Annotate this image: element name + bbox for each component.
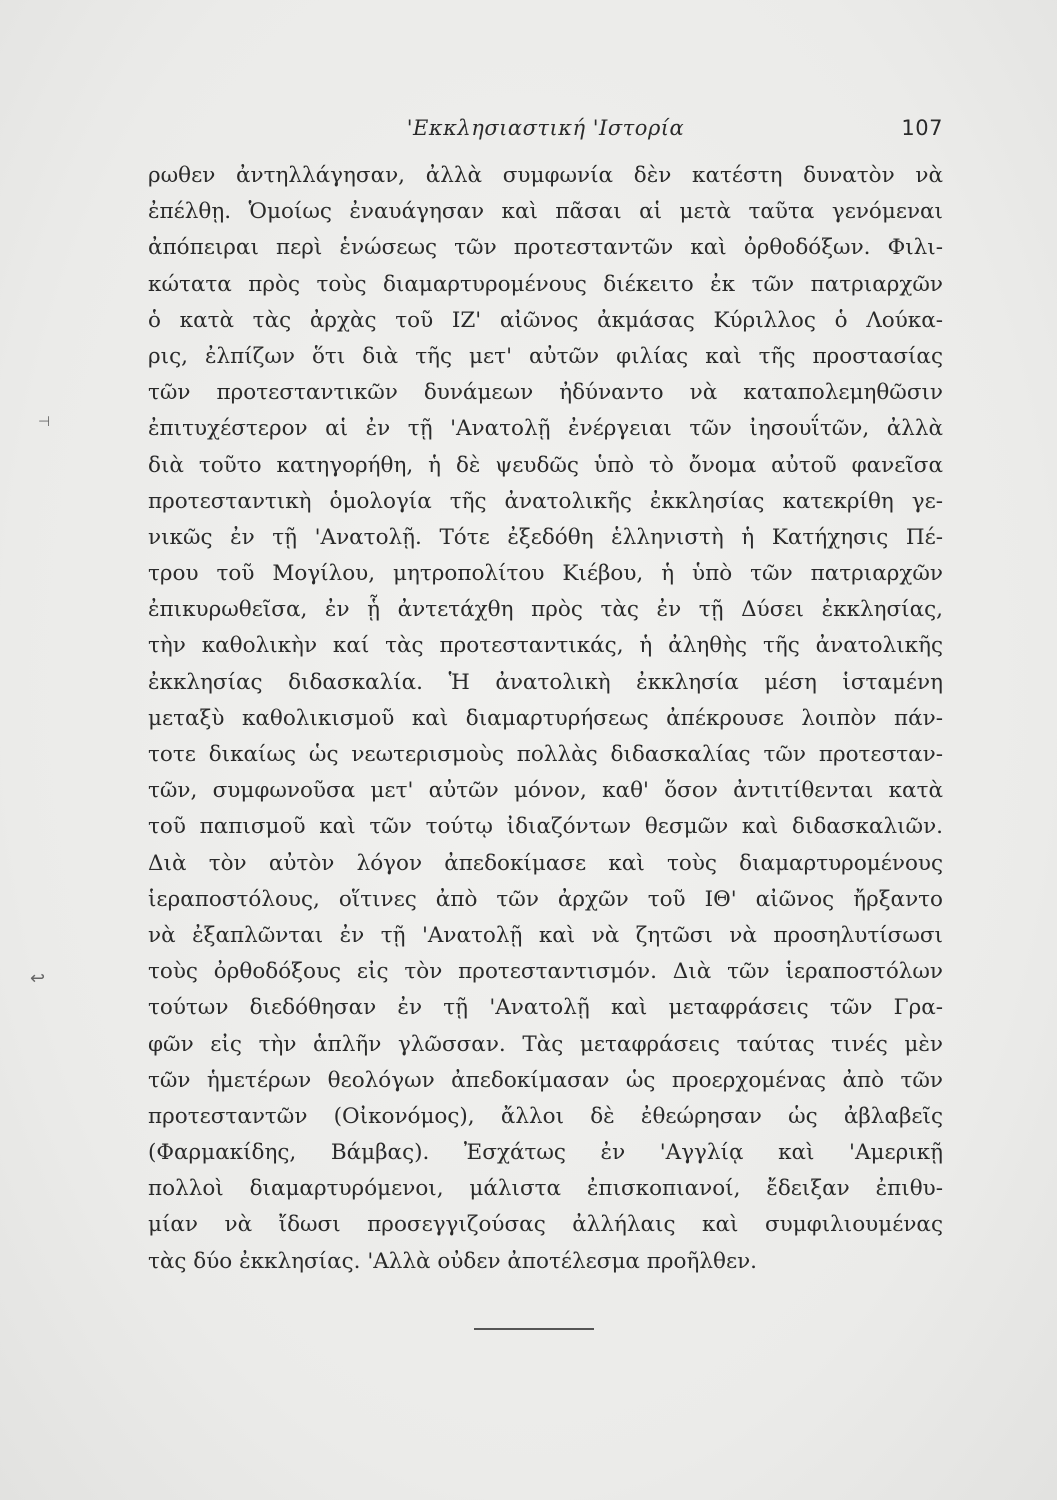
text-line: τῶν, συμφωνοῦσα μετ' αὐτῶν μόνον, καθ' ὅσον ἀντιτίθενται κατὰ (148, 778, 943, 804)
text-line: τούτων διεδόθησαν ἐν τῇ 'Ανατολῇ καὶ μεταφράσεις τῶν Γρα- (148, 995, 943, 1021)
text-line: τρου τοῦ Μογίλου, μητροπολίτου Κιέβου, ἡ ὑπὸ τῶν πατριαρχῶν (148, 561, 943, 587)
text-line: (Φαρμακίδης, Βάμβας). Ἐσχάτως ἐν 'Αγγλίᾳ καὶ 'Αμερικῇ (148, 1140, 943, 1166)
text-line: ρωθεν ἀντηλλάγησαν, ἀλλὰ συμφωνία δὲν κατέστη δυνατὸν νὰ (148, 163, 943, 188)
text-line: νὰ ἐξαπλῶνται ἐν τῇ 'Ανατολῇ καὶ νὰ ζητῶσι νὰ προσηλυτίσωσι (148, 922, 943, 948)
text-line: ὁ κατὰ τὰς ἀρχὰς τοῦ ΙΖ' αἰῶνος ἀκμάσας Κύριλλος ὁ Λούκα- (148, 307, 943, 333)
text-line: ἀπόπειραι περὶ ἑνώσεως τῶν προτεσταντῶν καὶ ὀρθοδόξων. Φιλι- (148, 235, 943, 261)
text-line: τῶν προτεσταντικῶν δυνάμεων ἠδύναντο νὰ καταπολεμηθῶσιν (148, 380, 943, 406)
text-line: ἐπιτυχέστερον αἱ ἐν τῇ 'Ανατολῇ ἐνέργειαι τῶν ἰησουΐτῶν, ἀλλὰ (148, 416, 943, 442)
page-number: 107 (901, 116, 943, 140)
text-line: μίαν νὰ ἴδωσι προσεγγιζούσας ἀλλήλαις καὶ συμφιλιουμένας (148, 1212, 943, 1238)
text-line: Διὰ τὸν αὐτὸν λόγον ἀπεδοκίμασε καὶ τοὺς διαμαρτυρομένους (148, 850, 943, 876)
text-line: ἐπικυρωθεῖσα, ἐν ᾗ ἀντετάχθη πρὸς τὰς ἐν τῇ Δύσει ἐκκλησίας, (148, 597, 943, 623)
text-line: φῶν εἰς τὴν ἁπλῆν γλῶσσαν. Τὰς μεταφράσεις ταύτας τινές μὲν (148, 1031, 943, 1057)
closing-rule (474, 1328, 594, 1330)
text-line: προτεσταντῶν (Οἰκονόμος), ἄλλοι δὲ ἐθεώρησαν ὡς ἀβλαβεῖς (148, 1103, 943, 1129)
text-line: τοῦ παπισμοῦ καὶ τῶν τούτῳ ἰδιαζόντων θεσμῶν καὶ διδασκαλιῶν. (148, 814, 943, 840)
text-line: πολλοὶ διαμαρτυρόμενοι, μάλιστα ἐπισκοπιανοί, ἔδειξαν ἐπιθυ- (148, 1176, 943, 1202)
text-line: προτεσταντικὴ ὁμολογία τῆς ἀνατολικῆς ἐκκλησίας κατεκρίθη γε- (148, 488, 943, 514)
text-line: διὰ τοῦτο κατηγορήθη, ἡ δὲ ψευδῶς ὑπὸ τὸ ὄνομα αὐτοῦ φανεῖσα (148, 452, 943, 478)
text-line: τοτε δικαίως ὡς νεωτερισμοὺς πολλὰς διδασκαλίας τῶν προτεσταν- (148, 742, 943, 767)
running-title: 'Εκκλησιαστική 'Ιστορία (406, 116, 685, 140)
text-line: ἐπέλθῃ. Ὁμοίως ἐναυάγησαν καὶ πᾶσαι αἱ μετὰ ταῦτα γενόμεναι (148, 199, 943, 225)
text-line: ρις, ἐλπίζων ὅτι διὰ τῆς μετ' αὐτῶν φιλίας καὶ τῆς προστασίας (148, 343, 943, 369)
text-line: τοὺς ὀρθοδόξους εἰς τὸν προτεσταντισμόν. Διὰ τῶν ἱεραποστόλων (148, 959, 943, 985)
text-line: κώτατα πρὸς τοὺς διαμαρτυρομένους διέκειτο ἐκ τῶν πατριαρχῶν (148, 271, 943, 297)
body-paragraph (148, 158, 943, 1280)
text-line: ἱεραποστόλους, οἵτινες ἀπὸ τῶν ἀρχῶν τοῦ ΙΘ' αἰῶνος ἤρξαντο (148, 886, 943, 912)
margin-mark: ⊣ (38, 414, 51, 430)
page-header (148, 116, 943, 146)
text-line: ἐκκλησίας διδασκαλία. Ἡ ἀνατολικὴ ἐκκλησία μέση ἱσταμένη (148, 669, 943, 695)
text-line: νικῶς ἐν τῇ 'Ανατολῇ. Τότε ἐξεδόθη ἑλληνιστὴ ἡ Κατήχησις Πέ- (148, 524, 943, 550)
text-line: τὰς δύο ἐκκλησίας. 'Αλλὰ οὐδεν ἀποτέλεσμα προῆλθεν. (148, 1248, 757, 1274)
text-line: τῶν ἡμετέρων θεολόγων ἀπεδοκίμασαν ὡς προερχομένας ἀπὸ τῶν (148, 1067, 943, 1093)
margin-mark: ↩ (30, 968, 46, 989)
text-line: μεταξὺ καθολικισμοῦ καὶ διαμαρτυρήσεως ἀπέκρουσε λοιπὸν πάν- (148, 705, 943, 731)
text-line: τὴν καθολικὴν καί τὰς προτεσταντικάς, ἡ ἀληθὴς τῆς ἀνατολικῆς (148, 633, 943, 659)
